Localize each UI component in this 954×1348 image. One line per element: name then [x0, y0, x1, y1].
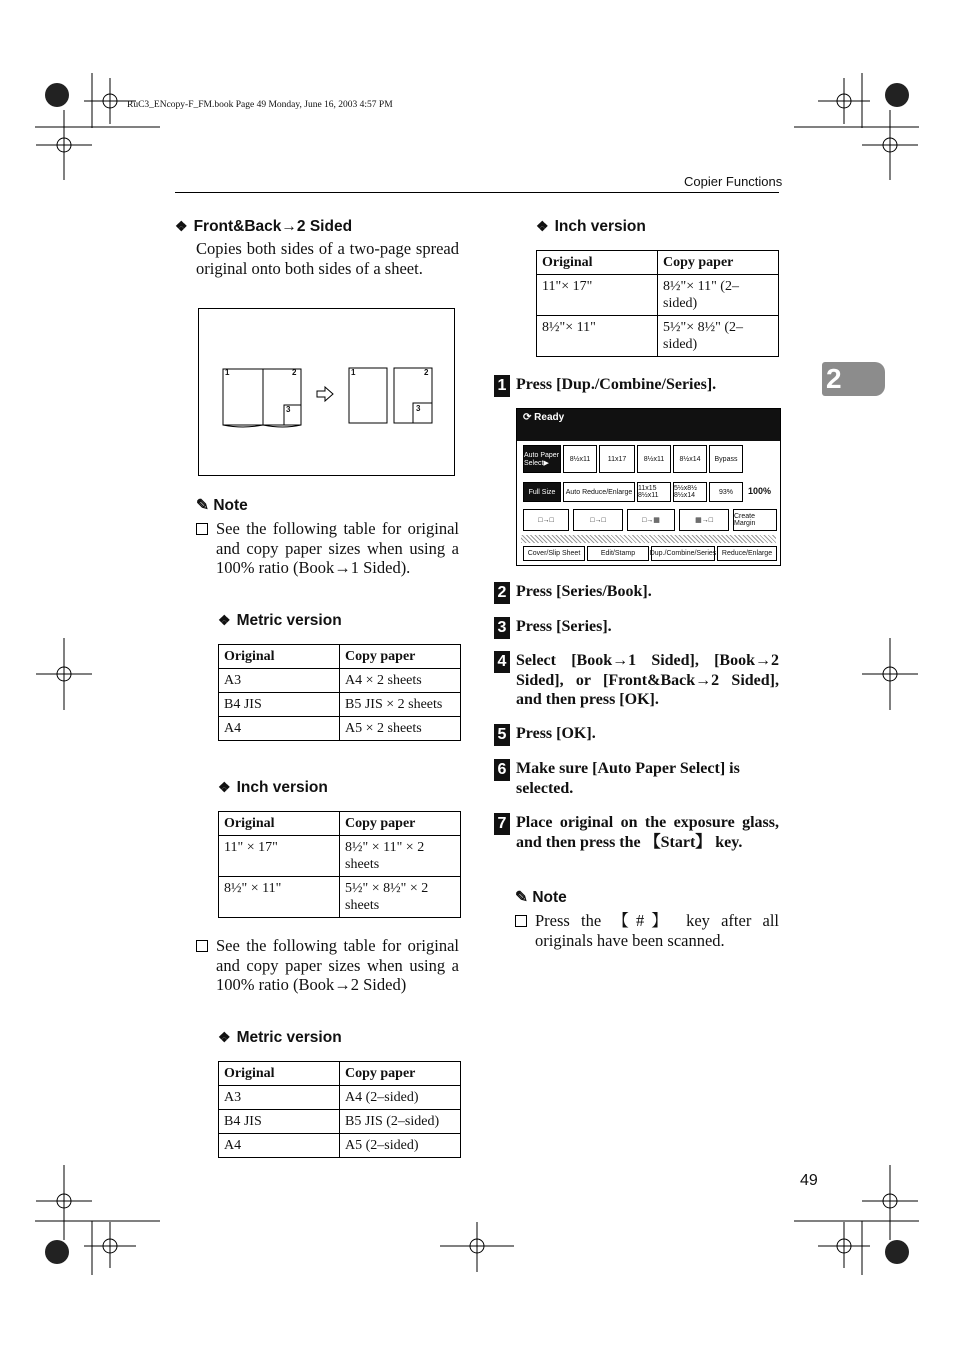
ratio-preset-1-button[interactable]: 11x15 8½x11 — [637, 482, 671, 502]
auto-reduce-enlarge-button[interactable]: Auto Reduce/Enlarge — [563, 482, 635, 502]
section-heading: ❖ Front&Back→2 Sided — [175, 218, 353, 235]
metric-heading-1: ❖ Metric version — [218, 612, 342, 629]
table-row: A3 A4 (2–sided) — [219, 1086, 461, 1110]
zoom-readout: 100% — [748, 486, 772, 496]
checkbox-icon — [515, 915, 527, 927]
tray-1-button[interactable]: 8½x11 — [563, 445, 597, 473]
step-1: 1 Press [Dup./Combine/Series]. — [494, 375, 779, 397]
panel-hatch — [521, 535, 776, 543]
table-row: B4 JIS B5 JIS × 2 sheets — [219, 693, 461, 717]
copier-control-panel — [516, 408, 781, 566]
table-row: 8½"× 11" 5½"× 8½" (2–sided) — [537, 316, 779, 357]
book-duplex-figure — [198, 308, 455, 476]
step-2: 2 Press [Series/Book]. — [494, 582, 779, 604]
status-text: Ready — [534, 412, 565, 423]
step-6: 6 Make sure [Auto Paper Select] is selected. — [494, 759, 779, 798]
table-row: A4 A5 × 2 sheets — [219, 717, 461, 741]
tab-cover-slip-sheet[interactable]: Cover/Slip Sheet — [523, 546, 585, 561]
col-copy: Copy paper — [658, 251, 779, 275]
mode-1-button[interactable] — [523, 509, 569, 531]
figure-page-3: 3 — [286, 405, 291, 414]
create-margin-button[interactable]: Create Margin — [733, 509, 777, 531]
note-heading-right: ✎ Note — [515, 889, 567, 906]
series-icon: ▦→□ — [695, 517, 713, 524]
running-header: Copier Functions — [684, 174, 783, 189]
inch-heading-right: ❖ Inch version — [536, 218, 646, 235]
diamond-icon: ❖ — [536, 218, 549, 234]
step-5: 5 Press [OK]. — [494, 724, 779, 746]
note-item-right: Press the 【#】 key after all originals have been scanned. — [515, 911, 779, 950]
table-row: 11"× 17" 8½"× 11" (2–sided) — [537, 275, 779, 316]
col-original: Original — [219, 1062, 340, 1086]
checkbox-icon — [196, 940, 208, 952]
ratio-preset-3-button[interactable]: 93% — [709, 482, 743, 502]
tray-4-button[interactable]: 8½x14 — [673, 445, 707, 473]
col-copy: Copy paper — [340, 1062, 461, 1086]
metric-table-1 — [218, 644, 461, 741]
mode-4-button[interactable] — [679, 509, 729, 531]
book-info: RuC3_ENcopy-F_FM.book Page 49 Monday, June 16, 2003 4:57 PM — [127, 100, 393, 110]
figure-copy-2: 2 — [424, 368, 429, 377]
tab-reduce-enlarge[interactable]: Reduce/Enlarge — [717, 546, 777, 561]
figure-page-1: 1 — [225, 368, 230, 377]
section-description: Copies both sides of a two-page spread original onto both sides of a sheet. — [196, 239, 459, 278]
col-copy: Copy paper — [340, 645, 461, 669]
figure-page-2: 2 — [292, 368, 297, 377]
note-item-2: See the following table for original and copy paper sizes when using a 100% ratio (Book→2 Sided) — [196, 936, 459, 995]
tab-dup-combine-series[interactable]: Dup./Combine/Series — [651, 546, 715, 561]
pencil-icon: ✎ — [196, 497, 209, 514]
figure-copy-3: 3 — [416, 404, 421, 413]
mode-3-button[interactable] — [627, 509, 675, 531]
col-original: Original — [219, 645, 340, 669]
table-row: A4 A5 (2–sided) — [219, 1134, 461, 1158]
diamond-icon: ❖ — [175, 218, 188, 234]
table-row: 11" × 17" 8½" × 11" × 2 sheets — [219, 836, 461, 877]
inch-table-right — [536, 250, 779, 357]
table-row: 8½" × 11" 5½" × 8½" × 2 sheets — [219, 877, 461, 918]
col-copy: Copy paper — [340, 812, 461, 836]
inch-table-1 — [218, 811, 461, 918]
page-number: 49 — [800, 1172, 818, 1189]
mode-2-button[interactable] — [573, 509, 623, 531]
table-row: B4 JIS B5 JIS (2–sided) — [219, 1110, 461, 1134]
combine-icon: □→▦ — [642, 517, 660, 524]
metric-table-2 — [218, 1061, 461, 1158]
duplex-icon: □→□ — [538, 516, 554, 524]
note-item-1: See the following table for original and copy paper sizes when using a 100% ratio (Book→1 Sided). — [196, 519, 459, 578]
refresh-icon: ⟳ — [523, 412, 532, 423]
step-4: 4 Select [Book→1 Sided], [Book→2 Sided], or [Front&Back→2 Sided], and then press [OK]. — [494, 651, 779, 710]
auto-paper-select-button[interactable]: Auto Paper Select▶ — [523, 445, 561, 473]
diamond-icon: ❖ — [218, 612, 231, 628]
status-bar — [517, 409, 780, 441]
bypass-button[interactable]: Bypass — [709, 445, 743, 473]
chapter-tab: 2 — [822, 362, 885, 396]
pencil-icon: ✎ — [515, 889, 528, 906]
duplex-icon: □→□ — [590, 516, 606, 524]
ratio-preset-2-button[interactable]: 5½x8½ 8½x14 — [673, 482, 707, 502]
figure-copy-1: 1 — [351, 368, 356, 377]
checkbox-icon — [196, 523, 208, 535]
tray-2-button[interactable]: 11x17 — [599, 445, 635, 473]
tray-3-button[interactable]: 8½x11 — [637, 445, 671, 473]
figure-graphic — [199, 309, 454, 475]
col-original: Original — [537, 251, 658, 275]
tab-edit-stamp[interactable]: Edit/Stamp — [587, 546, 649, 561]
metric-heading-2: ❖ Metric version — [218, 1029, 342, 1046]
note-heading: ✎ Note — [196, 497, 248, 514]
diamond-icon: ❖ — [218, 1029, 231, 1045]
col-original: Original — [219, 812, 340, 836]
diamond-icon: ❖ — [218, 779, 231, 795]
full-size-button[interactable]: Full Size — [523, 482, 561, 502]
table-row: A3 A4 × 2 sheets — [219, 669, 461, 693]
step-3: 3 Press [Series]. — [494, 617, 779, 639]
step-7: 7 Place original on the exposure glass, and then press the 【Start】 key. — [494, 813, 779, 852]
inch-heading-1: ❖ Inch version — [218, 779, 328, 796]
header-rule — [175, 192, 779, 193]
